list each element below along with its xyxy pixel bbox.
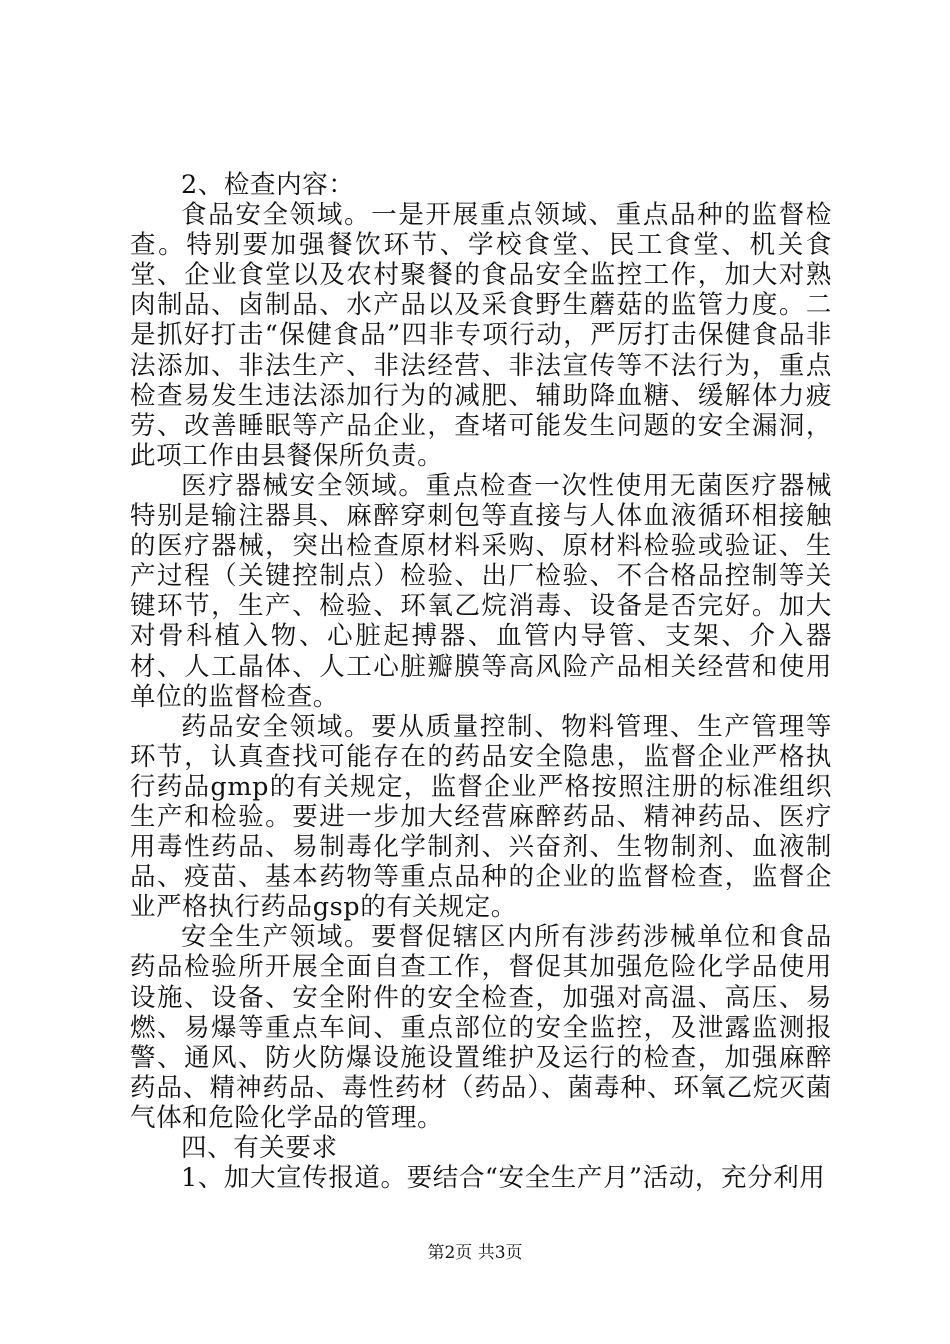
paragraph-production-safety: 安全生产领域。要督促辖区内所有涉药涉械单位和食品药品检验所开展全面自查工作，督促其加强危险化学品使用设施、设备、安全附件的安全检查，加强对高温、高压、易燃、易爆等重点车间、重点部位的安全监控，及泄露监测报警、通风、防火防爆设施设置维护及运行的检查，加强麻醉药品、精神药品、毒性药材（药品）、菌毒种、环氧乙烷灭菌气体和危险化学品的管理。 <box>130 922 832 1133</box>
paragraph-section-heading: 2、检查内容： <box>181 170 355 200</box>
paragraph-food-safety: 食品安全领域。一是开展重点领域、重点品种的监督检查。特别要加强餐饮环节、学校食堂、民工食堂、机关食堂、企业食堂以及农村聚餐的食品安全监控工作，加大对熟肉制品、卤制品、水产品以及采食野生蘑菇的监管力度。二是抓好打击“保健食品”四非专项行动，严厉打击保健食品非法添加、非法生产、非法经营、非法宣传等不法行为，重点检查易发生违法添加行为的减肥、辅助降血糖、缓解体力疲劳、改善睡眠等产品企业，查堵可能发生问题的安全漏洞，此项工作由县餐保所负责。 <box>130 200 832 471</box>
paragraph-medical-devices: 医疗器械安全领域。重点检查一次性使用无菌医疗器械特别是输注器具、麻醉穿刺包等直接与人体血液循环相接触的医疗器械，突出检查原材料采购、原材料检验或验证、生产过程（关键控制点）检验、出厂检验、不合格品控制等关键环节，生产、检验、环氧乙烷消毒、设备是否完好。加大对骨科植入物、心脏起搏器、血管内导管、支架、介入器材、人工晶体、人工心脏瓣膜等高风险产品相关经营和使用单位的监督检查。 <box>130 470 832 712</box>
paragraph-publicity: 1、加大宣传报道。要结合“安全生产月”活动，充分利用 <box>181 1163 826 1194</box>
paragraph-drug-safety: 药品安全领域。要从质量控制、物料管理、生产管理等环节，认真查找可能存在的药品安全隐患，监督企业严格执行药品gmp的有关规定，监督企业严格按照注册的标准组织生产和检验。要进一步加大经营麻醉药品、精神药品、医疗用毒性药品、易制毒化学制剂、兴奋剂、生物制剂、血液制品、疫苗、基本药物等重点品种的企业的监督检查，监督企业严格执行药品gsp的有关规定。 <box>130 711 832 923</box>
document-body <box>130 170 832 1193</box>
page-number-footer: 第2页 共3页 <box>427 1243 523 1263</box>
paragraph-requirements-heading: 四、有关要求 <box>181 1133 338 1163</box>
